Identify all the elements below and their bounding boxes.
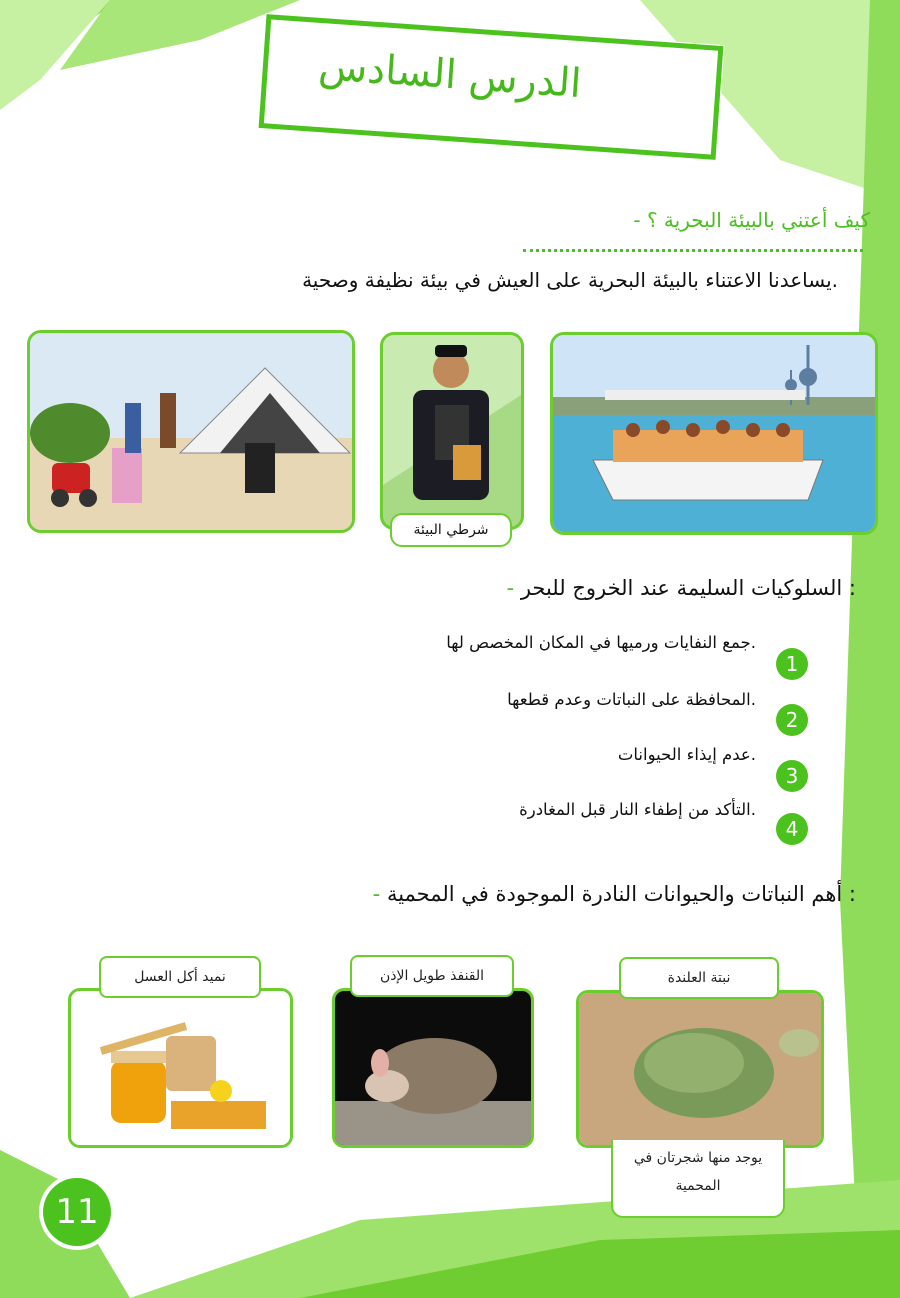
note-line-1: يوجد منها شجرتان في — [633, 1150, 763, 1166]
hedgehog-label: القنفذ طويل الإذن — [350, 955, 514, 997]
behavior-number-3: 3 — [776, 760, 808, 792]
heading-colon: : — [848, 576, 856, 600]
behavior-item-2: .المحافظة على النباتات وعدم قطعها — [507, 690, 756, 709]
hedgehog-card — [332, 988, 534, 1148]
plant-label: نبتة العلندة — [619, 957, 779, 999]
behavior-number-4: 4 — [776, 813, 808, 845]
police-caption: شرطي البيئة — [390, 513, 512, 547]
behaviors-heading — [507, 576, 856, 600]
behavior-item-3: .عدم إيذاء الحيوانات — [617, 745, 756, 764]
plant-note — [611, 1140, 785, 1218]
heading-dash: - — [506, 576, 515, 600]
dotted-divider — [523, 249, 863, 252]
boat-photo — [550, 332, 878, 535]
behavior-item-4: .التأكد من إطفاء النار قبل المغادرة — [519, 800, 756, 819]
question-heading: كيف أعتني بالبيئة البحرية ؟ - — [633, 208, 870, 232]
behavior-number-1: 1 — [776, 648, 808, 680]
lesson-title: الدرس السادس — [317, 42, 583, 108]
heading-text: أهم النباتات والحيوانات النادرة الموجودة في المحمية — [386, 882, 843, 906]
plant-card — [576, 990, 824, 1148]
heading-colon: : — [848, 882, 856, 906]
honey-label: نميد أكل العسل — [99, 956, 261, 998]
reserve-heading — [373, 882, 856, 906]
honey-card — [68, 988, 293, 1148]
heading-dash: - — [372, 882, 381, 906]
environment-police-photo — [380, 332, 524, 530]
behavior-number-2: 2 — [776, 704, 808, 736]
camping-photo — [27, 330, 355, 533]
note-line-2: المحمية — [675, 1178, 721, 1194]
heading-text: السلوكيات السليمة عند الخروج للبحر — [520, 576, 843, 600]
intro-text: .يساعدنا الاعتناء بالبيئة البحرية على العيش في بيئة نظيفة وصحية — [302, 268, 838, 292]
page-number: 11 — [43, 1178, 111, 1246]
behavior-item-1: .جمع النفايات ورميها في المكان المخصص لها — [446, 633, 756, 652]
